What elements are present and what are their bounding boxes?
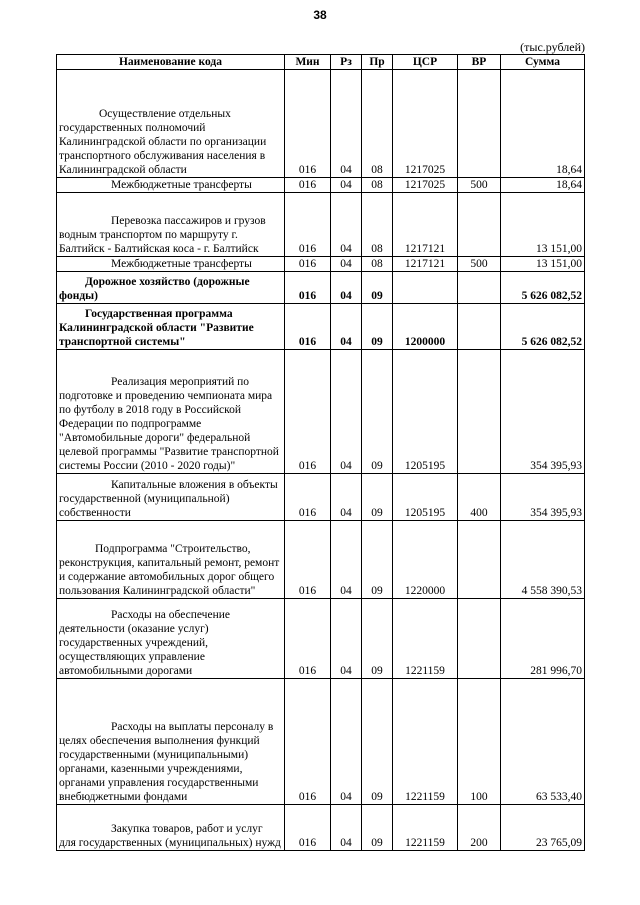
row-rz: 04: [331, 70, 362, 178]
header-name: Наименование кода: [57, 55, 285, 70]
table-row: [57, 805, 585, 851]
row-pr: 09: [362, 805, 393, 851]
row-rz: 04: [331, 350, 362, 474]
row-name: Расходы на выплаты персоналу в целях обеспечения выполнения функций государственными (муниципальными) органами, казенными учреждениями, органами управления государственными внебюджетными фондами: [57, 679, 285, 805]
row-csr: 1220000: [393, 521, 458, 599]
header-rz: Рз: [331, 55, 362, 70]
row-csr: 1205195: [393, 350, 458, 474]
row-sum: 13 151,00: [501, 193, 585, 257]
row-pr: 08: [362, 193, 393, 257]
row-csr: 1205195: [393, 474, 458, 521]
row-min: 016: [285, 521, 331, 599]
row-rz: 04: [331, 257, 362, 272]
table-row: [57, 599, 585, 679]
row-rz: 04: [331, 521, 362, 599]
row-csr: 1217025: [393, 178, 458, 193]
row-vr: 100: [458, 679, 501, 805]
row-vr: [458, 272, 501, 304]
table-row: [57, 178, 585, 193]
row-min: 016: [285, 257, 331, 272]
row-pr: 09: [362, 272, 393, 304]
row-min: 016: [285, 178, 331, 193]
row-min: 016: [285, 272, 331, 304]
row-name: Перевозка пассажиров и грузов водным транспортом по маршруту г. Балтийск - Балтийская коса - г. Балтийск: [57, 193, 285, 257]
header-min: Мин: [285, 55, 331, 70]
row-min: 016: [285, 474, 331, 521]
row-name: Расходы на обеспечение деятельности (оказание услуг) государственных учреждений, осуществляющих управление автомобильными дорогами: [57, 599, 285, 679]
row-sum: 5 626 082,52: [501, 272, 585, 304]
row-min: 016: [285, 193, 331, 257]
row-csr: 1217121: [393, 257, 458, 272]
row-pr: 09: [362, 304, 393, 350]
table-row: [57, 257, 585, 272]
row-min: 016: [285, 350, 331, 474]
row-rz: 04: [331, 178, 362, 193]
row-rz: 04: [331, 679, 362, 805]
row-sum: 13 151,00: [501, 257, 585, 272]
row-name: Реализация мероприятий по подготовке и проведению чемпионата мира по футболу в 2018 году в Российской Федерации по подпрограмме "Автомобильные дороги" федеральной целевой программы "Развитие транспортной системы России (2010 - 2020 годы)": [57, 350, 285, 474]
row-pr: 09: [362, 350, 393, 474]
row-csr: 1221159: [393, 679, 458, 805]
row-csr: 1217025: [393, 70, 458, 178]
row-rz: 04: [331, 599, 362, 679]
table-row: [57, 521, 585, 599]
row-sum: 281 996,70: [501, 599, 585, 679]
row-sum: 4 558 390,53: [501, 521, 585, 599]
row-sum: 5 626 082,52: [501, 304, 585, 350]
row-name: Подпрограмма "Строительство, реконструкция, капитальный ремонт, ремонт и содержание автомобильных дорог общего пользования Калининградской области": [57, 521, 285, 599]
table-row: [57, 70, 585, 178]
row-vr: [458, 350, 501, 474]
row-name: Межбюджетные трансферты: [57, 257, 285, 272]
row-min: 016: [285, 805, 331, 851]
row-vr: [458, 599, 501, 679]
row-sum: 354 395,93: [501, 474, 585, 521]
row-rz: 04: [331, 474, 362, 521]
row-vr: 500: [458, 178, 501, 193]
row-vr: [458, 521, 501, 599]
row-pr: 09: [362, 599, 393, 679]
row-vr: 400: [458, 474, 501, 521]
row-name: Дорожное хозяйство (дорожные фонды): [57, 272, 285, 304]
header-vr: ВР: [458, 55, 501, 70]
header-sum: Сумма: [501, 55, 585, 70]
row-min: 016: [285, 599, 331, 679]
row-pr: 09: [362, 474, 393, 521]
row-pr: 08: [362, 70, 393, 178]
table-header-row: [57, 55, 585, 70]
row-csr: 1221159: [393, 599, 458, 679]
row-csr: 1217121: [393, 193, 458, 257]
table-row: [57, 679, 585, 805]
row-rz: 04: [331, 304, 362, 350]
row-pr: 08: [362, 178, 393, 193]
units-label: (тыс.рублей): [520, 40, 585, 54]
row-csr: [393, 272, 458, 304]
row-rz: 04: [331, 805, 362, 851]
row-pr: 09: [362, 521, 393, 599]
row-vr: 200: [458, 805, 501, 851]
row-sum: 18,64: [501, 178, 585, 193]
row-csr: 1200000: [393, 304, 458, 350]
row-min: 016: [285, 70, 331, 178]
row-name: Капитальные вложения в объекты государственной (муниципальной) собственности: [57, 474, 285, 521]
row-vr: [458, 193, 501, 257]
table-row: [57, 193, 585, 257]
row-pr: 09: [362, 679, 393, 805]
row-rz: 04: [331, 272, 362, 304]
row-pr: 08: [362, 257, 393, 272]
row-rz: 04: [331, 193, 362, 257]
page-number: 38: [313, 8, 327, 22]
table-row: [57, 474, 585, 521]
row-name: Государственная программа Калининградской области "Развитие транспортной системы": [57, 304, 285, 350]
row-name: Осуществление отдельных государственных полномочий Калининградской области по организации транспортного обслуживания населения в Калининградской области: [57, 70, 285, 178]
row-vr: [458, 304, 501, 350]
table-row: [57, 350, 585, 474]
row-sum: 23 765,09: [501, 805, 585, 851]
row-name: Межбюджетные трансферты: [57, 178, 285, 193]
row-min: 016: [285, 679, 331, 805]
budget-table: [56, 54, 585, 851]
row-csr: 1221159: [393, 805, 458, 851]
row-min: 016: [285, 304, 331, 350]
header-pr: Пр: [362, 55, 393, 70]
table-row: [57, 304, 585, 350]
header-csr: ЦСР: [393, 55, 458, 70]
row-sum: 18,64: [501, 70, 585, 178]
row-sum: 354 395,93: [501, 350, 585, 474]
row-sum: 63 533,40: [501, 679, 585, 805]
table-row: [57, 272, 585, 304]
row-vr: 500: [458, 257, 501, 272]
row-vr: [458, 70, 501, 178]
row-name: Закупка товаров, работ и услуг для государственных (муниципальных) нужд: [57, 805, 285, 851]
